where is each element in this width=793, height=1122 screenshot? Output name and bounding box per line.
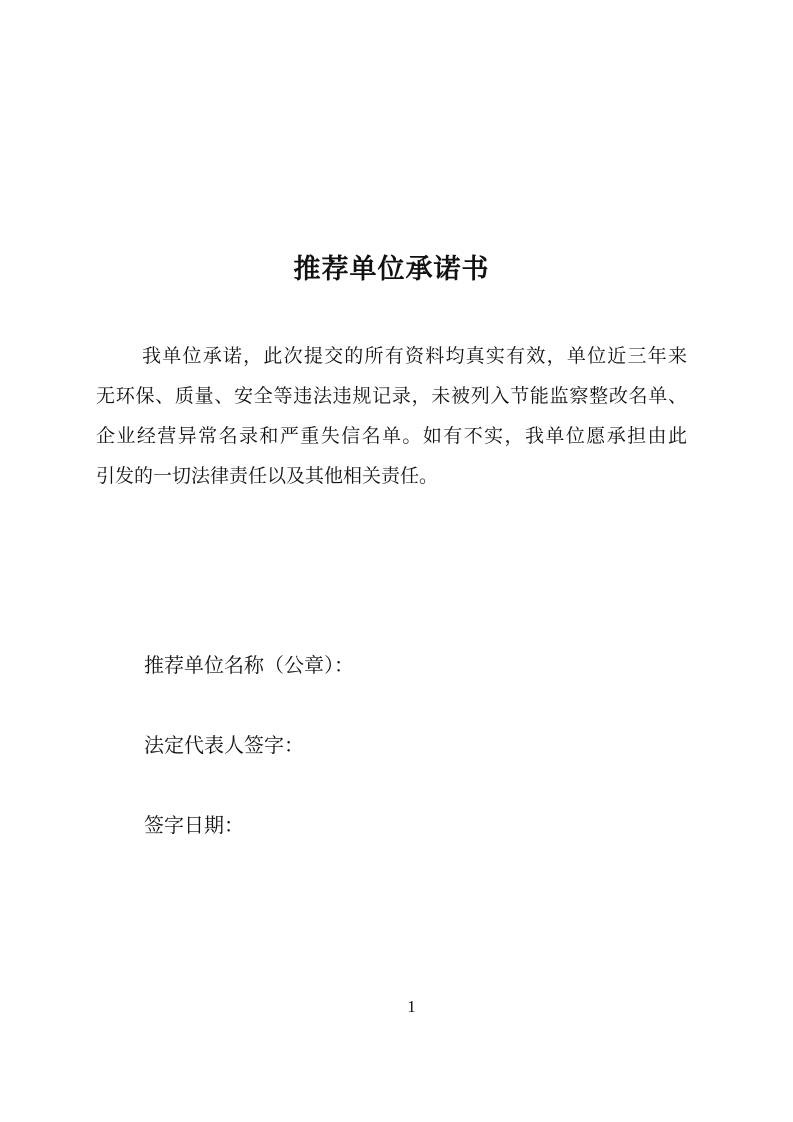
page-number: 1	[407, 997, 416, 1016]
page-title: 推荐单位承诺书	[293, 254, 490, 284]
signature-date-label: 签字日期：	[144, 815, 244, 837]
legal-representative-signature-label: 法定代表人签字：	[144, 735, 304, 757]
signature-block	[96, 652, 687, 840]
paragraph-line: 企业经营异常名录和严重失信名单。如有不实，我单位愿承担由此	[96, 426, 687, 447]
commitment-paragraph	[96, 337, 687, 497]
paragraph-line: 无环保、质量、安全等违法违规记录，未被列入节能监察整改名单、	[96, 386, 687, 407]
page-footer	[30, 997, 793, 1017]
recommending-unit-name-seal-label: 推荐单位名称（公章）：	[144, 655, 354, 677]
paragraph-line: 引发的一切法律责任以及其他相关责任。	[96, 466, 439, 487]
paragraph-line: 我单位承诺，此次提交的所有资料均真实有效，单位近三年来	[142, 346, 687, 367]
